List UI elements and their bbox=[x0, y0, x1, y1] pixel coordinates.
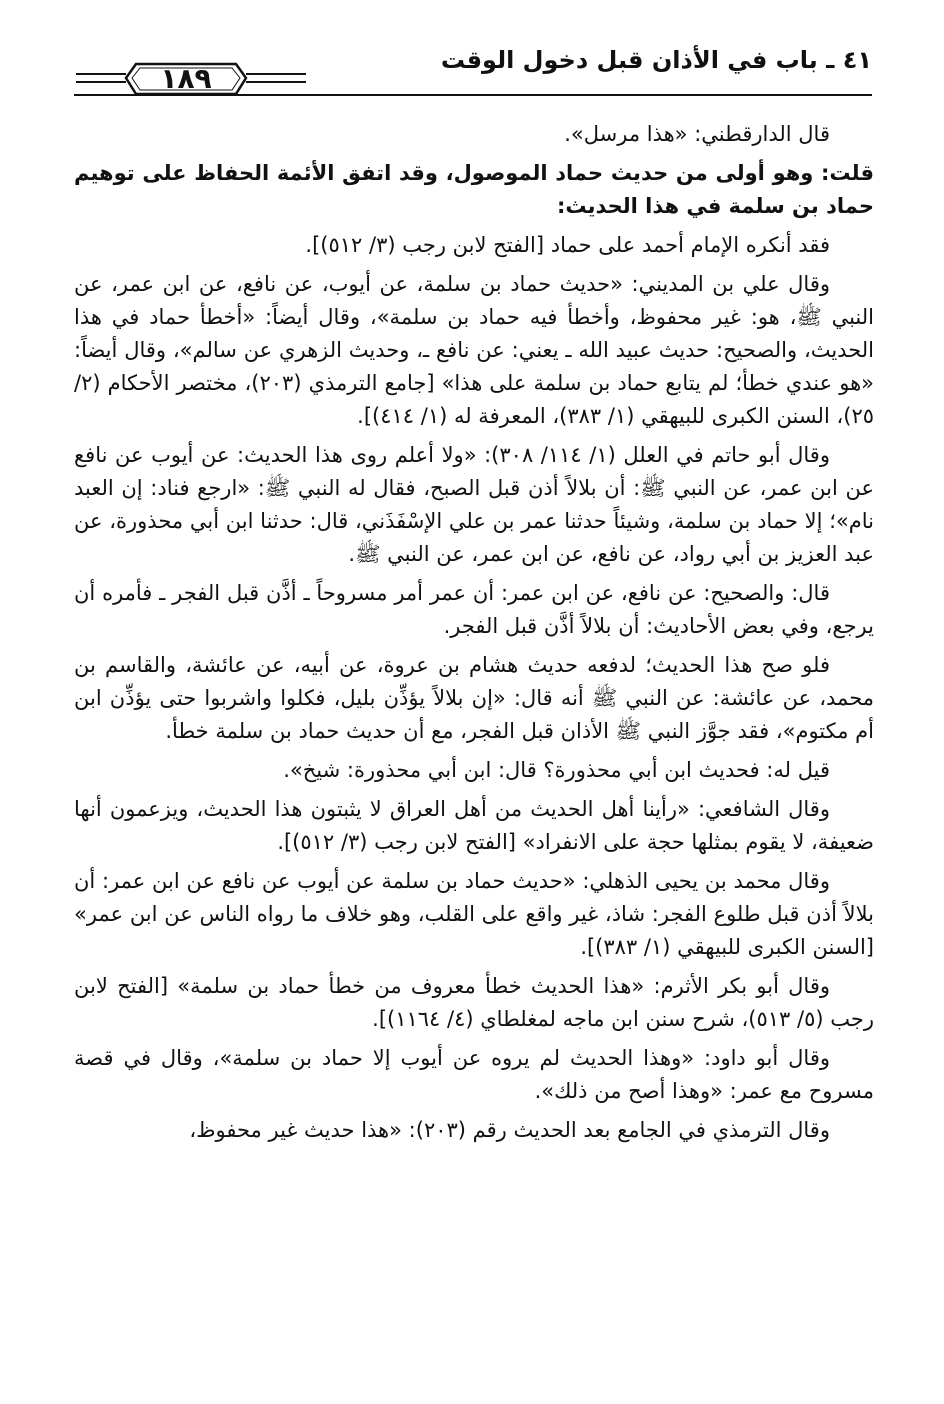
body-paragraph: فلو صح هذا الحديث؛ لدفعه حديث هشام بن عروة، عن أبيه، عن عائشة، والقاسم بن محمد، عن عائشة: عن النبي ﷺ أنه قال: «إن بلالاً يؤذِّن بليل، فكلوا واشربوا حتى يؤذِّن ابن أم مكتوم»، فقد جوَّز النبي ﷺ الأذان قبل الفجر، مع أن حديث حماد بن سلمة خطأ. bbox=[74, 653, 874, 743]
running-title: ٤١ ـ باب في الأذان قبل دخول الوقت bbox=[440, 46, 872, 74]
body-paragraph: قيل له: فحديث ابن أبي محذورة؟ قال: ابن أبي محذورة: شيخ». bbox=[283, 758, 830, 782]
page-body bbox=[74, 118, 874, 1153]
body-paragraph: وقال أبو حاتم في العلل (١/ ١١٤/ ٣٠٨): «ولا أعلم روى هذا الحديث: عن أيوب عن نافع عن ابن عمر، عن النبي ﷺ: أن بلالاً أذن قبل الصبح، فقال له النبي ﷺ: «ارجع فناد: إن العبد نام»؛ إلا حماد بن سلمة، وشيئاً حدثنا عمر بن علي الإسْفَذَني، قال: حدثنا ابن أبي محذورة، عن عبد العزيز بن أبي رواد، عن نافع، عن ابن عمر، عن النبي ﷺ. bbox=[74, 443, 874, 566]
page-number-ornament bbox=[74, 60, 306, 100]
body-paragraph: وقال الشافعي: «رأينا أهل الحديث من أهل العراق لا يثبتون هذا الحديث، ويزعمون أنها ضعيفة، لا يقوم بمثلها حجة على الانفراد» [الفتح لابن رجب (٣/ ٥١٢)]. bbox=[74, 797, 874, 854]
body-paragraph: وقال أبو بكر الأثرم: «هذا الحديث خطأ معروف من خطأ حماد بن سلمة» [الفتح لابن رجب (٥/ ٥١٣)، شرح سنن ابن ماجه لمغلطاي (٤/ ١١٦٤)]. bbox=[74, 974, 874, 1031]
body-paragraph: قال: والصحيح: عن نافع، عن ابن عمر: أن عمر أمر مسروحاً ـ أذَّن قبل الفجر ـ فأمره أن يرجع، وفي بعض الأحاديث: أن بلالاً أذَّن قبل الفجر. bbox=[74, 581, 874, 638]
page-header bbox=[74, 40, 872, 100]
body-paragraph: وقال محمد بن يحيى الذهلي: «حديث حماد بن سلمة عن أيوب عن نافع عن ابن عمر: أن بلالاً أذن قبل طلوع الفجر: شاذ، غير واقع على القلب، وهو خلاف ما رواه الناس عن ابن عمر» [السنن الكبرى للبيهقي (١/ ٣٨٣)]. bbox=[74, 869, 874, 959]
body-paragraph: وقال أبو داود: «وهذا الحديث لم يروه عن أيوب إلا حماد بن سلمة»، وقال في قصة مسروح مع عمر: «وهذا أصح من ذلك». bbox=[74, 1046, 874, 1103]
body-paragraph: قلت: وهو أولى من حديث حماد الموصول، وقد اتفق الأئمة الحفاظ على توهيم حماد بن سلمة في هذا الحديث: bbox=[74, 161, 874, 218]
body-paragraph: وقال علي بن المديني: «حديث حماد بن سلمة، عن أيوب، عن نافع، عن ابن عمر، عن النبي ﷺ، هو: غير محفوظ، وأخطأ فيه حماد بن سلمة»، وقال أيضاً: «أخطأ حماد في هذا الحديث، والصحيح: حديث عبيد الله ـ يعني: عن نافع ـ، وحديث الزهري عن سالم»، وقال أيضاً: «هو عندي خطأ؛ لم يتابع حماد بن سلمة على هذا» [جامع الترمذي (٢٠٣)، مختصر الأحكام (٢/ ٢٥)، السنن الكبرى للبيهقي (١/ ٣٨٣)، المعرفة له (١/ ٤١٤)]. bbox=[74, 272, 874, 428]
body-paragraph: قال الدارقطني: «هذا مرسل». bbox=[564, 122, 830, 146]
body-paragraph: وقال الترمذي في الجامع بعد الحديث رقم (٢٠٣): «هذا حديث غير محفوظ، bbox=[189, 1118, 830, 1142]
page-number: ١٨٩ bbox=[160, 62, 212, 95]
body-paragraph: فقد أنكره الإمام أحمد على حماد [الفتح لابن رجب (٣/ ٥١٢)]. bbox=[305, 233, 830, 257]
